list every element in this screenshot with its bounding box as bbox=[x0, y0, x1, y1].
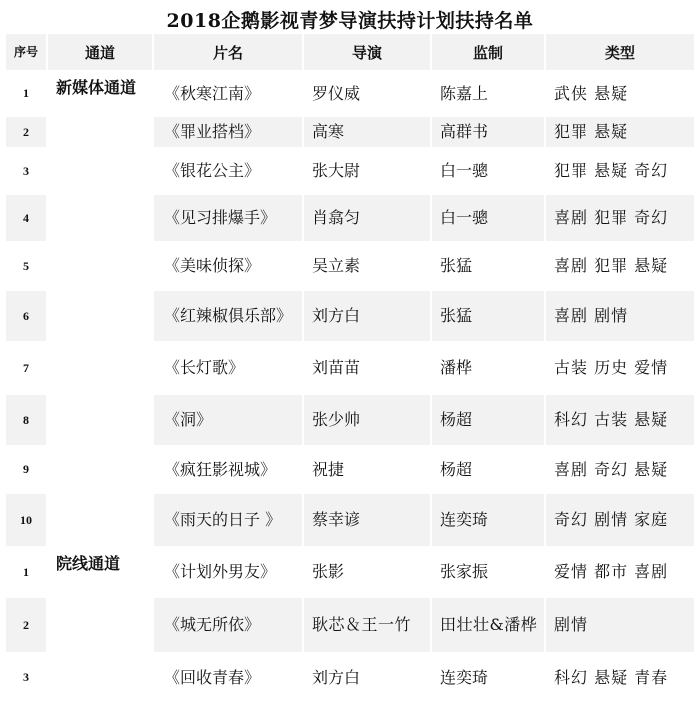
supervisor-name: 白一骢 bbox=[430, 195, 544, 241]
table-row bbox=[6, 546, 694, 598]
film-title: 《秋寒江南》 bbox=[152, 70, 302, 117]
film-title: 《长灯歌》 bbox=[152, 341, 302, 395]
table-row bbox=[6, 70, 694, 117]
page-title: 2018企鹅影视青梦导演扶持计划扶持名单 bbox=[166, 10, 534, 32]
row-number: 3 bbox=[6, 147, 46, 195]
header-channel: 通道 bbox=[46, 34, 152, 70]
genre: 喜剧 剧情 bbox=[544, 291, 694, 341]
director-name: 蔡幸谚 bbox=[302, 494, 430, 546]
supervisor-name: 杨超 bbox=[430, 445, 544, 494]
director-name: 张影 bbox=[302, 546, 430, 598]
director-name: 张大尉 bbox=[302, 147, 430, 195]
film-title: 《回收青春》 bbox=[152, 652, 302, 703]
genre: 喜剧 犯罪 悬疑 bbox=[544, 241, 694, 291]
genre: 爱情 都市 喜剧 bbox=[544, 546, 694, 598]
genre: 科幻 悬疑 青春 bbox=[544, 652, 694, 703]
genre: 喜剧 奇幻 悬疑 bbox=[544, 445, 694, 494]
genre: 科幻 古装 悬疑 bbox=[544, 395, 694, 445]
row-number: 5 bbox=[6, 241, 46, 291]
header-type: 类型 bbox=[544, 34, 694, 70]
header-row bbox=[6, 34, 694, 70]
supervisor-name: 连奕琦 bbox=[430, 494, 544, 546]
film-title: 《银花公主》 bbox=[152, 147, 302, 195]
header-num: 序号 bbox=[6, 34, 46, 70]
row-number: 2 bbox=[6, 117, 46, 147]
row-number: 4 bbox=[6, 195, 46, 241]
director-name: 耿芯＆王一竹 bbox=[302, 598, 430, 652]
film-title: 《疯狂影视城》 bbox=[152, 445, 302, 494]
film-title: 《罪业搭档》 bbox=[152, 117, 302, 147]
supervisor-name: 潘桦 bbox=[430, 341, 544, 395]
row-number: 1 bbox=[6, 70, 46, 117]
row-number: 3 bbox=[6, 652, 46, 703]
genre: 犯罪 悬疑 bbox=[544, 117, 694, 147]
supervisor-name: 张猛 bbox=[430, 291, 544, 341]
film-title: 《红辣椒俱乐部》 bbox=[152, 291, 302, 341]
row-number: 6 bbox=[6, 291, 46, 341]
channel-name: 院线通道 bbox=[46, 546, 152, 703]
director-name: 刘方白 bbox=[302, 652, 430, 703]
supervisor-name: 高群书 bbox=[430, 117, 544, 147]
film-title: 《雨天的日子 》 bbox=[152, 494, 302, 546]
supervisor-name: 杨超 bbox=[430, 395, 544, 445]
supervisor-name: 张猛 bbox=[430, 241, 544, 291]
film-title: 《城无所依》 bbox=[152, 598, 302, 652]
genre: 奇幻 剧情 家庭 bbox=[544, 494, 694, 546]
row-number: 2 bbox=[6, 598, 46, 652]
header-director: 导演 bbox=[302, 34, 430, 70]
channel-name: 新媒体通道 bbox=[46, 70, 152, 546]
supervisor-name: 陈嘉上 bbox=[430, 70, 544, 117]
row-number: 1 bbox=[6, 546, 46, 598]
supervisor-name: 白一骢 bbox=[430, 147, 544, 195]
genre: 古装 历史 爱情 bbox=[544, 341, 694, 395]
director-name: 祝捷 bbox=[302, 445, 430, 494]
director-name: 罗仪威 bbox=[302, 70, 430, 117]
table-body bbox=[6, 70, 694, 703]
film-title: 《洞》 bbox=[152, 395, 302, 445]
funding-list-table bbox=[6, 34, 694, 703]
film-title: 《计划外男友》 bbox=[152, 546, 302, 598]
genre: 武侠 悬疑 bbox=[544, 70, 694, 117]
supervisor-name: 张家振 bbox=[430, 546, 544, 598]
row-number: 9 bbox=[6, 445, 46, 494]
row-number: 10 bbox=[6, 494, 46, 546]
director-name: 吴立素 bbox=[302, 241, 430, 291]
director-name: 高寒 bbox=[302, 117, 430, 147]
genre: 剧情 bbox=[544, 598, 694, 652]
genre: 喜剧 犯罪 奇幻 bbox=[544, 195, 694, 241]
genre: 犯罪 悬疑 奇幻 bbox=[544, 147, 694, 195]
director-name: 张少帅 bbox=[302, 395, 430, 445]
film-title: 《美味侦探》 bbox=[152, 241, 302, 291]
director-name: 肖翕匀 bbox=[302, 195, 430, 241]
supervisor-name: 连奕琦 bbox=[430, 652, 544, 703]
row-number: 7 bbox=[6, 341, 46, 395]
film-title: 《见习排爆手》 bbox=[152, 195, 302, 241]
director-name: 刘方白 bbox=[302, 291, 430, 341]
row-number: 8 bbox=[6, 395, 46, 445]
header-supervisor: 监制 bbox=[430, 34, 544, 70]
supervisor-name: 田壮壮&潘桦 bbox=[430, 598, 544, 652]
director-name: 刘苗苗 bbox=[302, 341, 430, 395]
header-film: 片名 bbox=[152, 34, 302, 70]
